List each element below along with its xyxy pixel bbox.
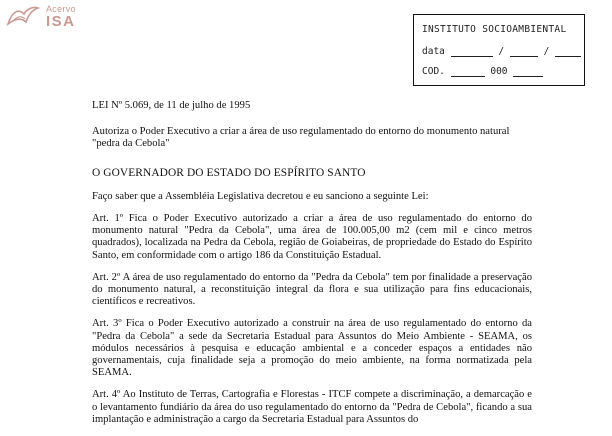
logo-text-isa: ISA (46, 13, 76, 30)
law-authority: O GOVERNADOR DO ESTADO DO ESPÍRITO SANTO (92, 166, 366, 179)
bird-logo-icon (6, 4, 40, 28)
law-article-2: Art. 2º A área de uso regulamentado do entorno da "Pedra da Cebola" tem por finalidade a preservação do monumento natural, a reconstituição integral da flora e sua utilização para fins educacionais, científicos e recreativos. (92, 271, 532, 308)
stamp-institution: INSTITUTO SOCIOAMBIENTAL (422, 24, 567, 35)
stamp-code-row (422, 66, 543, 77)
law-title: LEI Nº 5.069, de 11 de julho de 1995 (92, 100, 251, 111)
stamp-date-day-line (451, 47, 493, 57)
stamp-code-value: 000 (490, 66, 508, 77)
stamp-date-sep-2: / (543, 46, 550, 57)
law-document (92, 100, 532, 436)
law-article-3: Art. 3º Fica o Poder Executivo autorizado a construir na área de uso regulamentado do entorno da "Pedra da Cebola" a sede da Secretaria Estadual para Assuntos do Meio Ambiente - SEAMA, os módulos necessários à pesquisa e educação ambiental e a conceder espaços a entidades não governamentais, cuja finalidade seja a promoção do meio ambiente, na forma normatizada pela SEAMA. (92, 318, 532, 379)
stamp-code-label: COD. (422, 66, 445, 77)
stamp-code-line-2 (513, 67, 543, 77)
law-article-4: Art. 4º Ao Instituto de Terras, Cartografia e Florestas - ITCF compete a discriminação, a demarcação e o levantamento fundiário da área do uso regulamentado do entorno da "Pedra de Cebola", ficando a sua implantação e administração a cargo da Secretaria Estadual para Assuntos do (92, 389, 532, 425)
acervo-isa-logo (6, 4, 96, 30)
stamp-date-label: data (422, 46, 445, 57)
stamp-date-row (422, 46, 581, 57)
stamp-date-sep-1: / (498, 46, 505, 57)
logo-text-acervo: Acervo (46, 4, 76, 14)
law-ementa: Autoriza o Poder Executivo a criar a área de uso regulamentado do entorno do monumento natural "pedra da Cebola" (92, 126, 510, 150)
stamp-date-year-line (555, 47, 581, 57)
stamp-date-month-line (510, 47, 538, 57)
stamp-code-line-1 (451, 67, 485, 77)
law-article-1: Art. 1º Fica o Poder Executivo autorizado a criar a área de uso regulamentado do entorno do monumento natural "Pedra da Cebola", uma área de 100.005,00 m2 (cem mil e cinco metros quadrados), localizada na Pedra da Cebola, região de Goiabeiras, de propriedade do Estado do Espírito Santo, em conformidade com o artigo 186 da Constituição Estadual. (92, 213, 532, 261)
law-intro: Faço saber que a Assembléia Legislativa decretou e eu sanciono a seguinte Lei: (92, 190, 429, 202)
archive-stamp (413, 14, 585, 86)
